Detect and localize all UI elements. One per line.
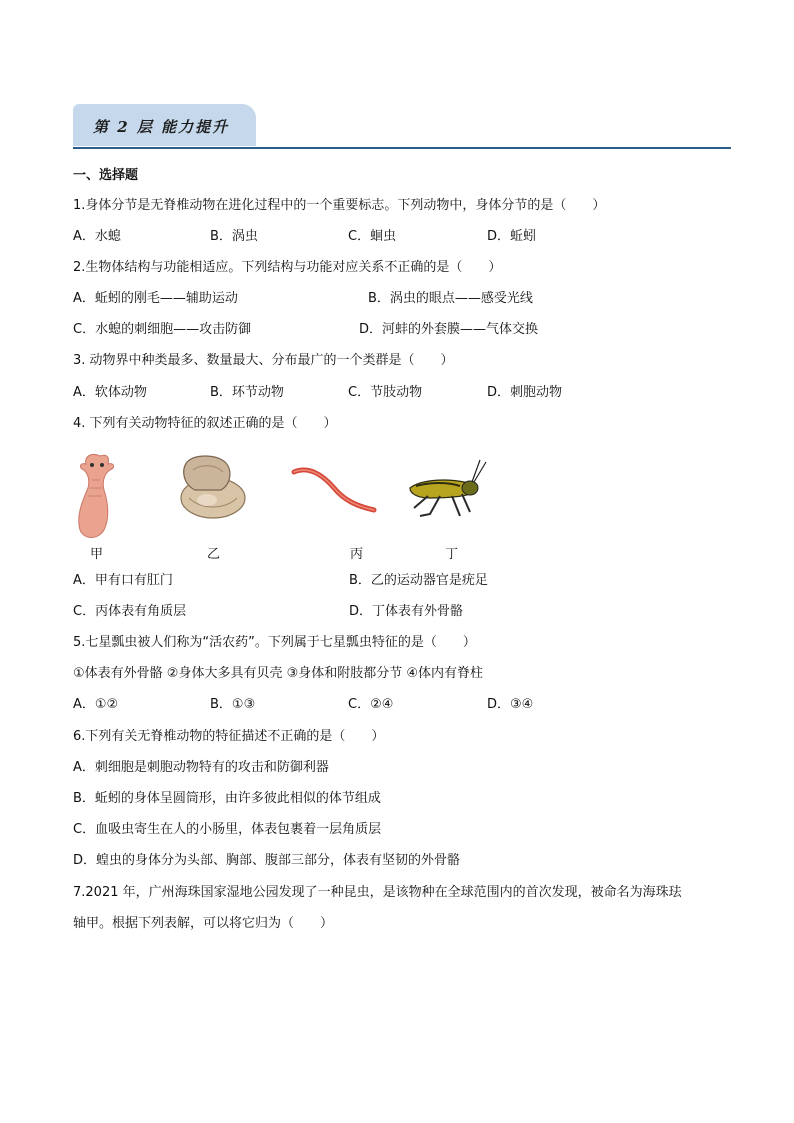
q6-option-d: D．蝗虫的身体分为头部、胸部、腹部三部分，体表有坚韧的外骨骼 (73, 853, 461, 868)
q1-option-a: A．水螅 (73, 229, 121, 244)
planarian-image (70, 450, 122, 542)
clam-image (175, 452, 247, 522)
q1-option-c: C．蛔虫 (348, 229, 397, 244)
q6-option-b: B．蚯蚓的身体呈圆筒形，由许多彼此相似的体节组成 (73, 791, 381, 806)
q6-option-a: A．刺细胞是刺胞动物特有的攻击和防御利器 (73, 760, 329, 775)
q1-option-b: B．涡虫 (210, 229, 258, 244)
q2-stem: 2.生物体结构与功能相适应。下列结构与功能对应关系不正确的是（ ） (73, 260, 502, 275)
q5-option-c: C．②④ (348, 697, 394, 712)
q5-option-a: A．①② (73, 697, 119, 712)
q2-option-c: C．水螅的刺细胞——攻击防御 (73, 322, 252, 337)
q7-stem-line2: 轴甲。根据下列表解，可以将它归为（ ） (73, 916, 334, 931)
banner-title: 第 2 层 能力提升 (93, 118, 230, 136)
q5-option-d: D．③④ (487, 697, 534, 712)
caption-ding: 丁 (445, 547, 459, 562)
caption-jia: 甲 (90, 547, 104, 562)
q2-option-d: D．河蚌的外套膜——气体交换 (359, 322, 539, 337)
q4-option-a: A．甲有口有肛门 (73, 573, 173, 588)
q4-option-b: B．乙的运动器官是疣足 (349, 573, 488, 588)
q4-option-d: D．丁体表有外骨骼 (349, 604, 464, 619)
caption-yi: 乙 (207, 547, 221, 562)
q2-option-a: A．蚯蚓的刚毛——辅助运动 (73, 291, 238, 306)
q3-option-c: C．节肢动物 (348, 385, 423, 400)
q1-stem: 1.身体分节是无脊椎动物在进化过程中的一个重要标志。下列动物中，身体分节的是（ ） (73, 198, 606, 213)
q3-stem: 3. 动物界中种类最多、数量最大、分布最广的一个类群是（ ） (73, 353, 454, 368)
q3-option-d: D．刺胞动物 (487, 385, 563, 400)
q4-stem: 4. 下列有关动物特征的叙述正确的是（ ） (73, 416, 337, 431)
q5-option-b: B．①③ (210, 697, 256, 712)
q2-option-b: B．涡虫的眼点——感受光线 (368, 291, 533, 306)
section-heading: 一、选择题 (73, 168, 139, 183)
layer-banner (73, 104, 256, 146)
q5-items: ①体表有外骨骼 ②身体大多具有贝壳 ③身体和附肢都分节 ④体内有脊柱 (73, 666, 484, 681)
q7-stem-line1: 7.2021 年，广州海珠国家湿地公园发现了一种昆虫，是该物种在全球范围内的首次发现，被命名为海珠珐 (73, 885, 682, 900)
q5-stem: 5.七星瓢虫被人们称为“活农药”。下列属于七星瓢虫特征的是（ ） (73, 635, 476, 650)
q3-option-b: B．环节动物 (210, 385, 284, 400)
q6-option-c: C．血吸虫寄生在人的小肠里，体表包裹着一层角质层 (73, 822, 382, 837)
q3-option-a: A．软体动物 (73, 385, 147, 400)
caption-bing: 丙 (350, 547, 364, 562)
earthworm-image (290, 462, 380, 520)
q4-option-c: C．丙体表有角质层 (73, 604, 187, 619)
q1-option-d: D．蚯蚓 (487, 229, 537, 244)
header-rule (73, 147, 731, 149)
grasshopper-image (400, 458, 490, 524)
q6-stem: 6.下列有关无脊椎动物的特征描述不正确的是（ ） (73, 729, 385, 744)
